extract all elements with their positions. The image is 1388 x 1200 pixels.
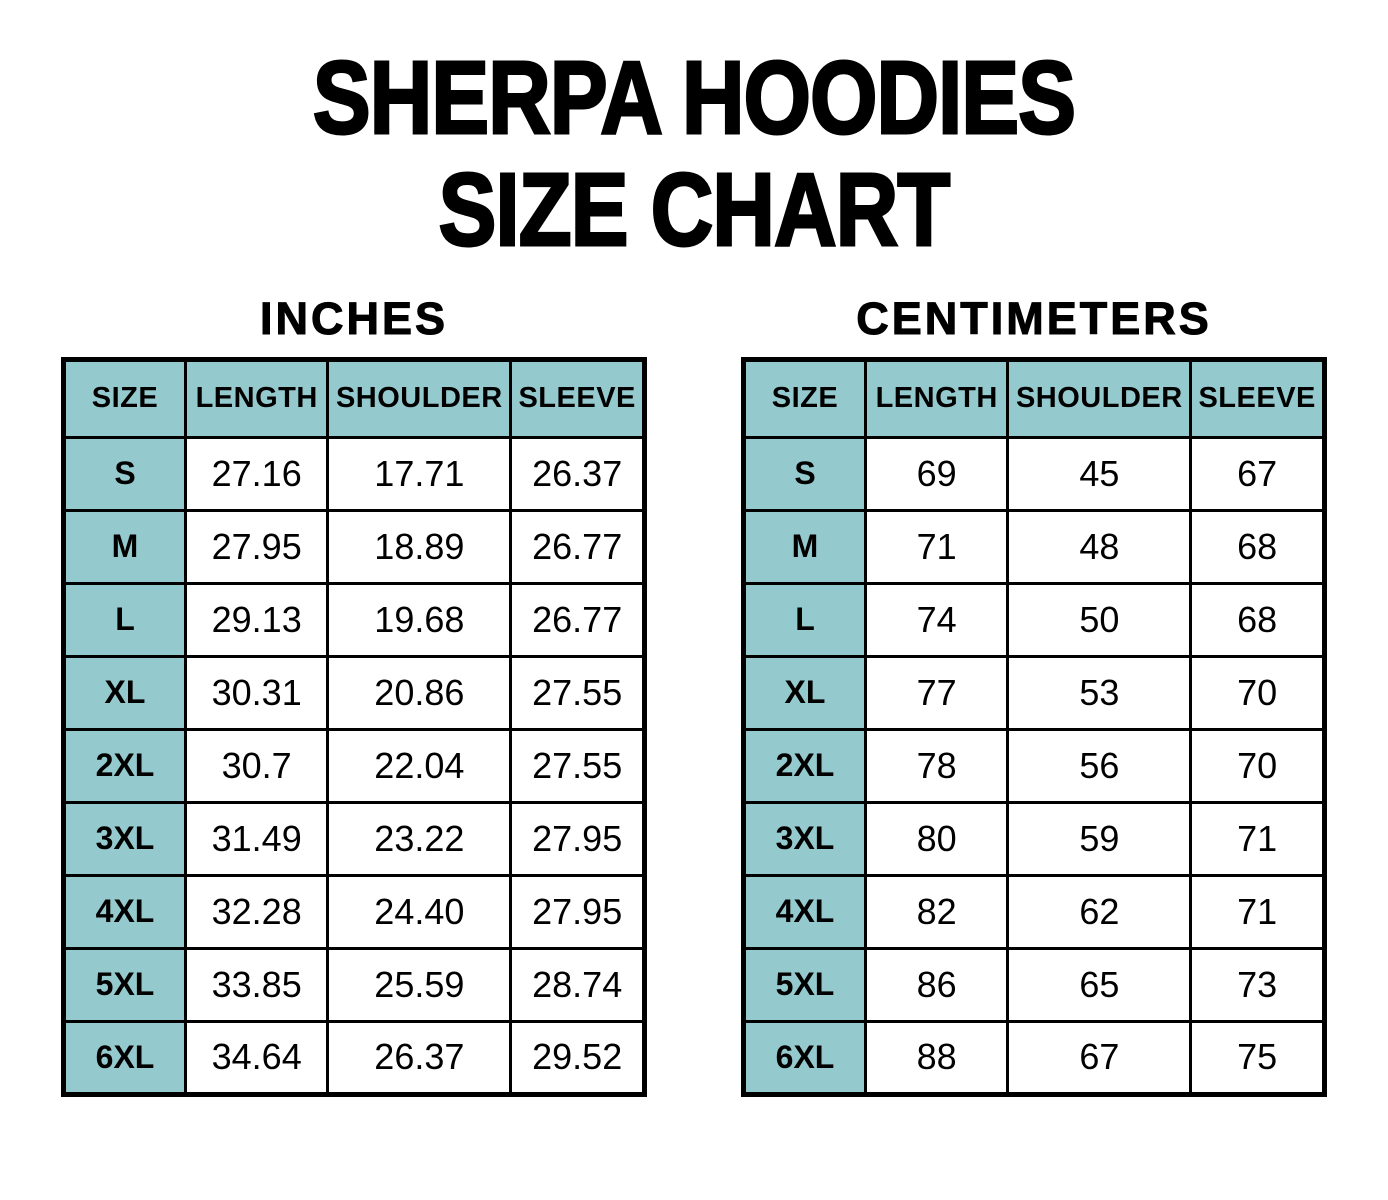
inches-m-shoulder-value: 18.89	[328, 510, 511, 583]
inches-size-label-xl: XL	[64, 656, 186, 729]
centimeters-table-title: CENTIMETERS	[856, 292, 1212, 344]
inches-s-length-value: 27.16	[186, 437, 328, 510]
inches-row-xl	[64, 656, 645, 729]
centimeters-header-row	[744, 359, 1325, 437]
centimeters-row-6xl	[744, 1021, 1325, 1094]
inches-row-4xl	[64, 875, 645, 948]
centimeters-xl-sleeve-value: 70	[1191, 656, 1325, 729]
centimeters-3xl-length-value: 80	[866, 802, 1008, 875]
centimeters-s-shoulder-value: 45	[1008, 437, 1191, 510]
inches-row-6xl	[64, 1021, 645, 1094]
inches-2xl-shoulder-value: 22.04	[328, 729, 511, 802]
centimeters-row-s	[744, 437, 1325, 510]
centimeters-row-3xl	[744, 802, 1325, 875]
centimeters-size-label-m: M	[744, 510, 866, 583]
centimeters-size-label-5xl: 5XL	[744, 948, 866, 1021]
inches-size-label-5xl: 5XL	[64, 948, 186, 1021]
inches-table-body	[64, 437, 645, 1094]
centimeters-m-shoulder-value: 48	[1008, 510, 1191, 583]
inches-s-shoulder-value: 17.71	[328, 437, 511, 510]
centimeters-size-label-l: L	[744, 583, 866, 656]
inches-row-m	[64, 510, 645, 583]
centimeters-5xl-shoulder-value: 65	[1008, 948, 1191, 1021]
centimeters-column-header-shoulder: SHOULDER	[1008, 359, 1191, 437]
centimeters-2xl-shoulder-value: 56	[1008, 729, 1191, 802]
centimeters-xl-shoulder-value: 53	[1008, 656, 1191, 729]
inches-xl-sleeve-value: 27.55	[511, 656, 645, 729]
centimeters-row-2xl	[744, 729, 1325, 802]
centimeters-6xl-shoulder-value: 67	[1008, 1021, 1191, 1094]
inches-4xl-shoulder-value: 24.40	[328, 875, 511, 948]
inches-5xl-shoulder-value: 25.59	[328, 948, 511, 1021]
centimeters-table	[741, 357, 1327, 1097]
inches-table-header	[64, 359, 645, 437]
centimeters-6xl-sleeve-value: 75	[1191, 1021, 1325, 1094]
inches-xl-length-value: 30.31	[186, 656, 328, 729]
centimeters-row-4xl	[744, 875, 1325, 948]
inches-3xl-shoulder-value: 23.22	[328, 802, 511, 875]
centimeters-size-label-2xl: 2XL	[744, 729, 866, 802]
page-title	[111, 42, 1277, 267]
inches-table-title: INCHES	[259, 292, 449, 344]
centimeters-size-label-6xl: 6XL	[744, 1021, 866, 1094]
inches-5xl-sleeve-value: 28.74	[511, 948, 645, 1021]
inches-row-2xl	[64, 729, 645, 802]
inches-row-5xl	[64, 948, 645, 1021]
centimeters-m-sleeve-value: 68	[1191, 510, 1325, 583]
inches-size-label-6xl: 6XL	[64, 1021, 186, 1094]
inches-4xl-sleeve-value: 27.95	[511, 875, 645, 948]
tables-container	[0, 293, 1388, 1097]
inches-size-label-s: S	[64, 437, 186, 510]
inches-m-sleeve-value: 26.77	[511, 510, 645, 583]
centimeters-s-length-value: 69	[866, 437, 1008, 510]
centimeters-6xl-length-value: 88	[866, 1021, 1008, 1094]
inches-l-sleeve-value: 26.77	[511, 583, 645, 656]
page-title-line-1: SHERPA HOODIES	[312, 40, 1076, 155]
inches-4xl-length-value: 32.28	[186, 875, 328, 948]
inches-size-label-m: M	[64, 510, 186, 583]
inches-xl-shoulder-value: 20.86	[328, 656, 511, 729]
centimeters-row-5xl	[744, 948, 1325, 1021]
page-title-line-2: SIZE CHART	[438, 152, 950, 268]
inches-3xl-length-value: 31.49	[186, 802, 328, 875]
inches-m-length-value: 27.95	[186, 510, 328, 583]
inches-table	[61, 357, 647, 1097]
centimeters-size-label-4xl: 4XL	[744, 875, 866, 948]
centimeters-row-l	[744, 583, 1325, 656]
centimeters-size-label-s: S	[744, 437, 866, 510]
inches-5xl-length-value: 33.85	[186, 948, 328, 1021]
inches-row-l	[64, 583, 645, 656]
inches-table-section	[61, 293, 647, 1097]
centimeters-xl-length-value: 77	[866, 656, 1008, 729]
inches-size-label-2xl: 2XL	[64, 729, 186, 802]
centimeters-table-section	[741, 293, 1327, 1097]
inches-6xl-length-value: 34.64	[186, 1021, 328, 1094]
inches-size-label-3xl: 3XL	[64, 802, 186, 875]
inches-column-header-shoulder: SHOULDER	[328, 359, 511, 437]
centimeters-size-label-3xl: 3XL	[744, 802, 866, 875]
inches-6xl-sleeve-value: 29.52	[511, 1021, 645, 1094]
centimeters-5xl-length-value: 86	[866, 948, 1008, 1021]
centimeters-row-xl	[744, 656, 1325, 729]
centimeters-4xl-shoulder-value: 62	[1008, 875, 1191, 948]
centimeters-table-body	[744, 437, 1325, 1094]
inches-column-header-length: LENGTH	[186, 359, 328, 437]
centimeters-size-label-xl: XL	[744, 656, 866, 729]
inches-2xl-length-value: 30.7	[186, 729, 328, 802]
inches-s-sleeve-value: 26.37	[511, 437, 645, 510]
inches-size-label-4xl: 4XL	[64, 875, 186, 948]
centimeters-row-m	[744, 510, 1325, 583]
inches-header-row	[64, 359, 645, 437]
centimeters-m-length-value: 71	[866, 510, 1008, 583]
centimeters-s-sleeve-value: 67	[1191, 437, 1325, 510]
centimeters-2xl-length-value: 78	[866, 729, 1008, 802]
inches-column-header-size: SIZE	[64, 359, 186, 437]
centimeters-l-shoulder-value: 50	[1008, 583, 1191, 656]
inches-size-label-l: L	[64, 583, 186, 656]
centimeters-l-length-value: 74	[866, 583, 1008, 656]
inches-2xl-sleeve-value: 27.55	[511, 729, 645, 802]
centimeters-4xl-sleeve-value: 71	[1191, 875, 1325, 948]
centimeters-2xl-sleeve-value: 70	[1191, 729, 1325, 802]
inches-3xl-sleeve-value: 27.95	[511, 802, 645, 875]
centimeters-5xl-sleeve-value: 73	[1191, 948, 1325, 1021]
inches-l-length-value: 29.13	[186, 583, 328, 656]
centimeters-l-sleeve-value: 68	[1191, 583, 1325, 656]
inches-row-3xl	[64, 802, 645, 875]
centimeters-column-header-length: LENGTH	[866, 359, 1008, 437]
inches-column-header-sleeve: SLEEVE	[511, 359, 645, 437]
centimeters-column-header-sleeve: SLEEVE	[1191, 359, 1325, 437]
centimeters-column-header-size: SIZE	[744, 359, 866, 437]
inches-6xl-shoulder-value: 26.37	[328, 1021, 511, 1094]
centimeters-table-header	[744, 359, 1325, 437]
inches-row-s	[64, 437, 645, 510]
centimeters-4xl-length-value: 82	[866, 875, 1008, 948]
centimeters-3xl-shoulder-value: 59	[1008, 802, 1191, 875]
inches-l-shoulder-value: 19.68	[328, 583, 511, 656]
centimeters-3xl-sleeve-value: 71	[1191, 802, 1325, 875]
